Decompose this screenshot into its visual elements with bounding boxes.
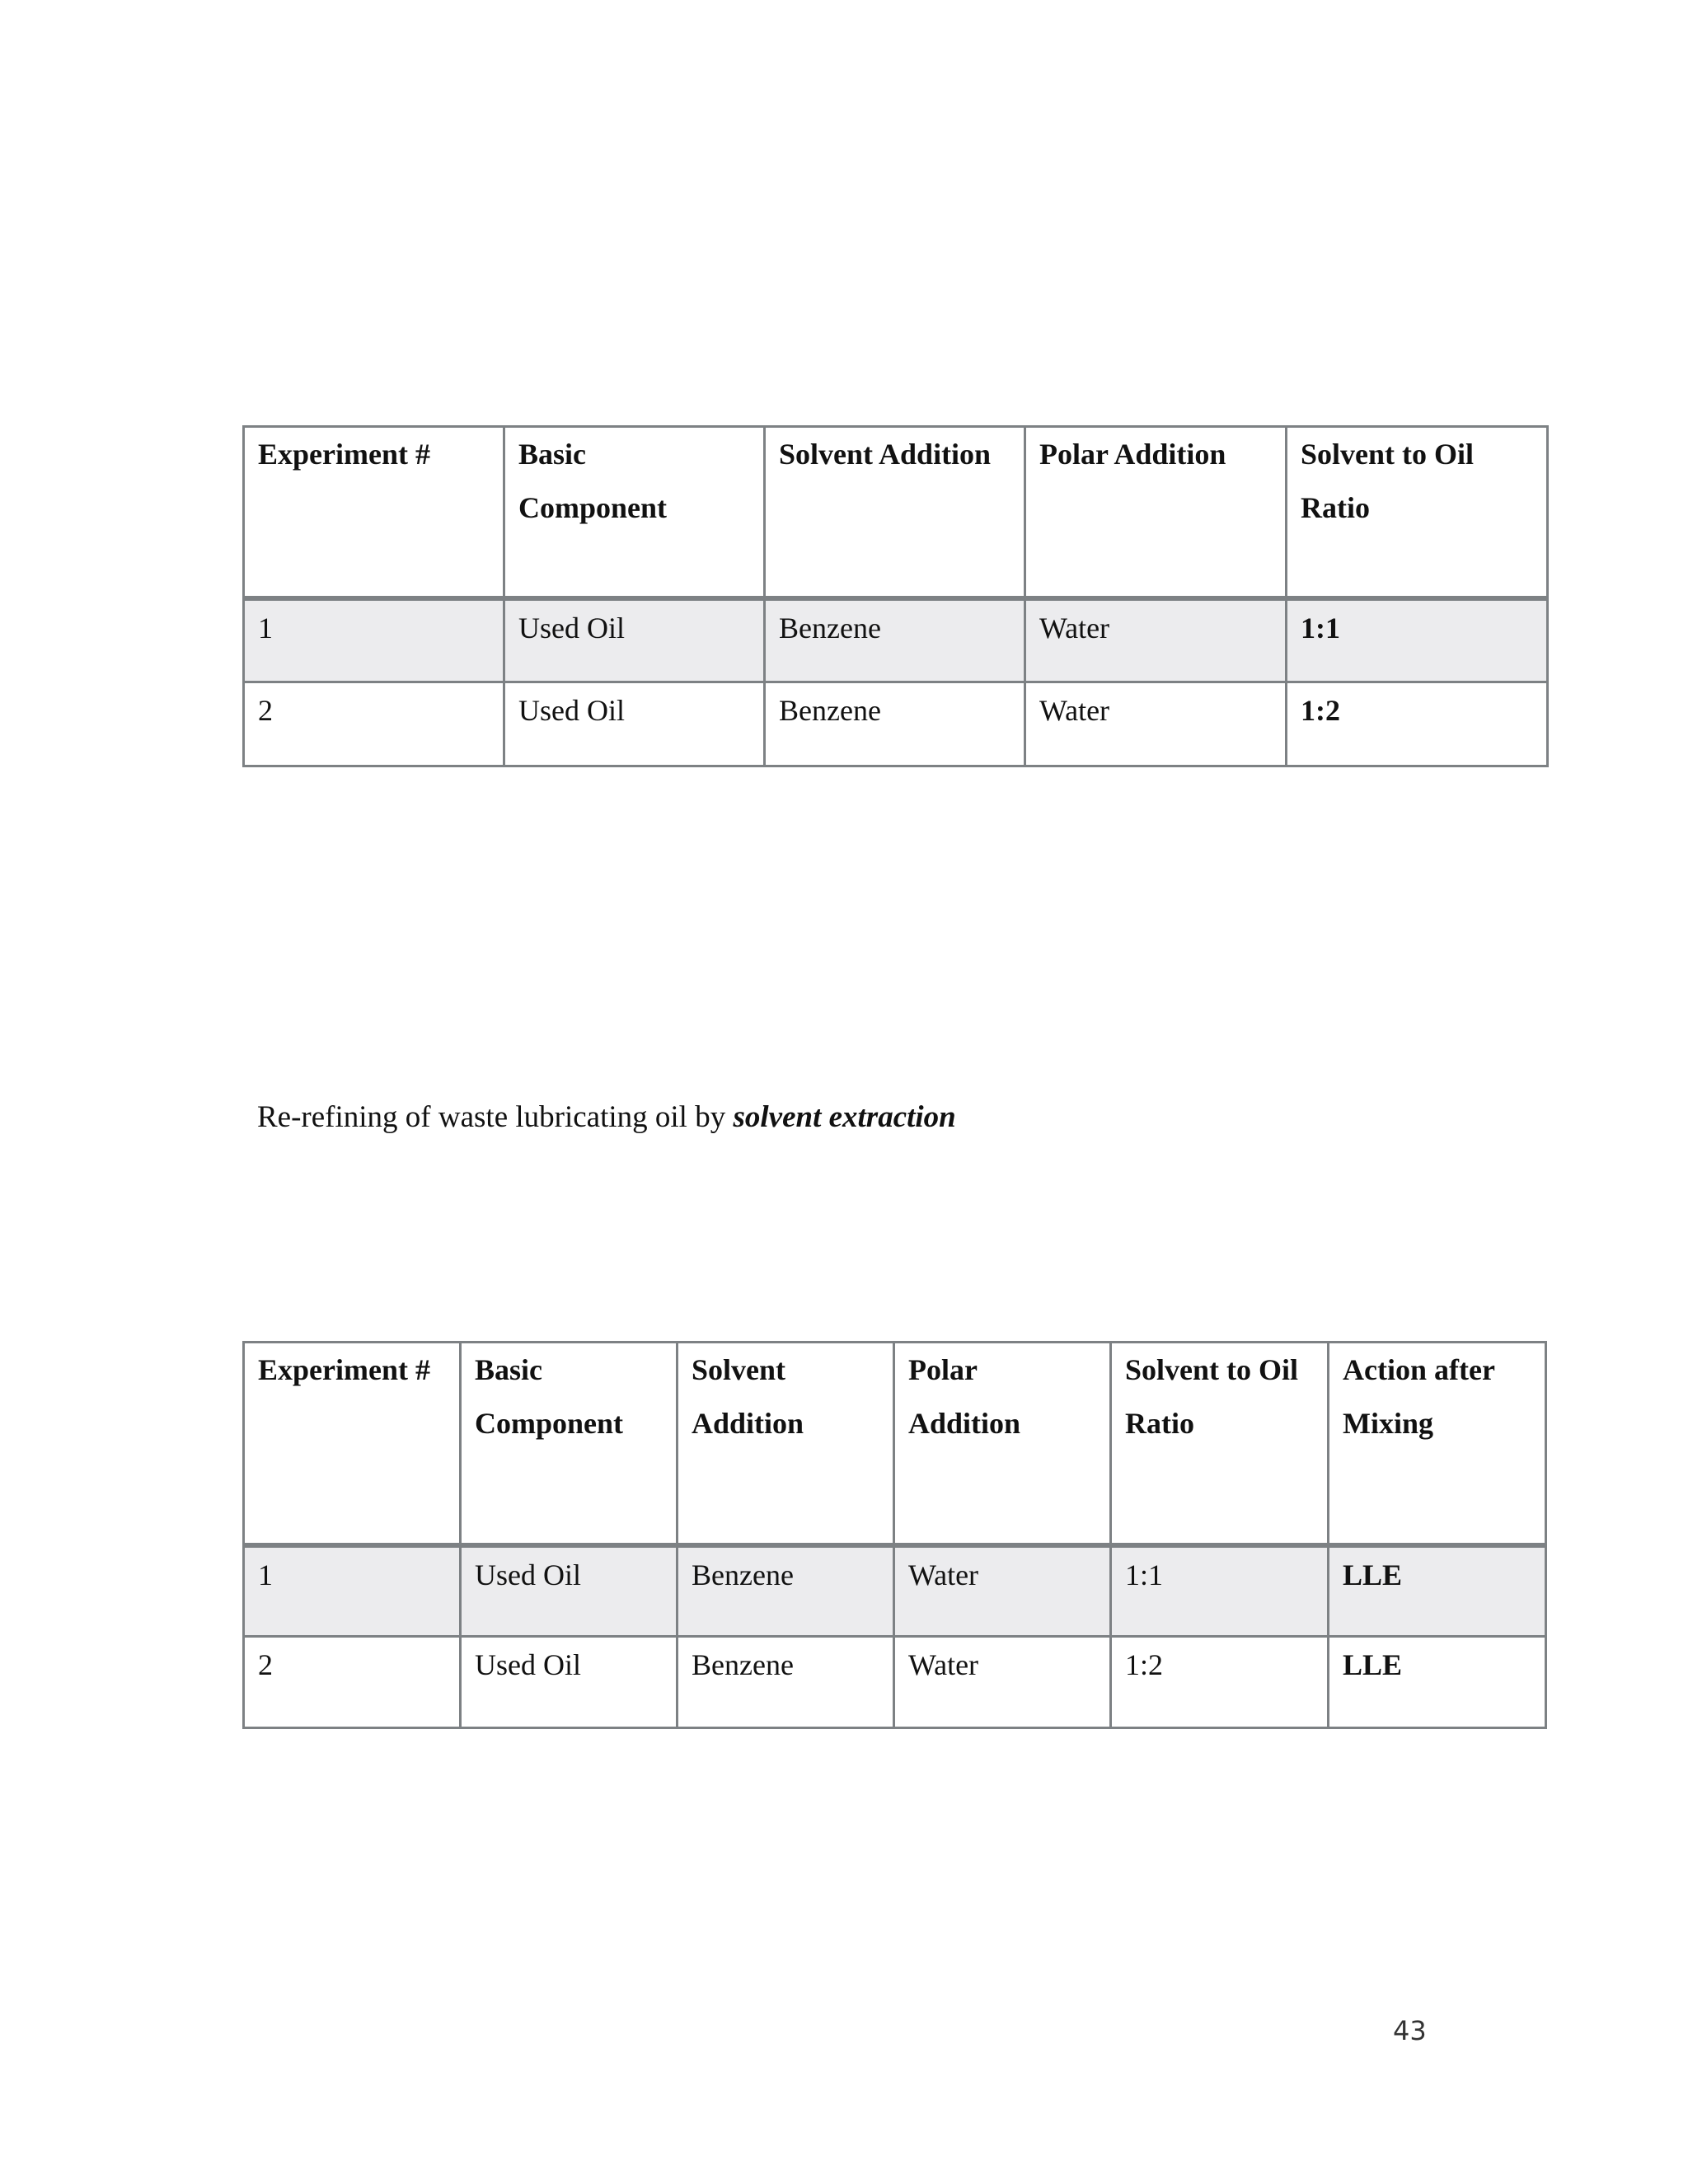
cell-experiment: 1: [244, 1545, 461, 1637]
cell-solvent-addition: Benzene: [765, 598, 1025, 682]
header-experiment-number: Experiment #: [244, 1343, 461, 1545]
cell-ratio: 1:1: [1111, 1545, 1329, 1637]
header-solvent-addition: Solvent Addition: [678, 1343, 894, 1545]
experiment-table-1: [242, 425, 1549, 767]
cell-basic-component: Used Oil: [461, 1545, 678, 1637]
cell-polar-addition: Water: [894, 1637, 1111, 1728]
cell-basic-component: Used Oil: [504, 598, 765, 682]
page-number: 43: [1393, 2015, 1427, 2046]
table-row: [244, 1545, 1546, 1637]
header-polar-addition: Polar Addition: [894, 1343, 1111, 1545]
header-solvent-to-oil-ratio: Solvent to Oil Ratio: [1287, 427, 1548, 598]
cell-action: LLE: [1329, 1637, 1546, 1728]
cell-solvent-addition: Benzene: [678, 1545, 894, 1637]
cell-polar-addition: Water: [1025, 682, 1287, 766]
cell-ratio: 1:2: [1287, 682, 1548, 766]
cell-solvent-addition: Benzene: [678, 1637, 894, 1728]
cell-experiment: 2: [244, 682, 504, 766]
header-basic-component: Basic Component: [504, 427, 765, 598]
cell-solvent-addition: Benzene: [765, 682, 1025, 766]
cell-ratio: 1:2: [1111, 1637, 1329, 1728]
cell-action: LLE: [1329, 1545, 1546, 1637]
cell-polar-addition: Water: [1025, 598, 1287, 682]
cell-experiment: 2: [244, 1637, 461, 1728]
table-header-row: [244, 1343, 1546, 1545]
header-experiment-number: Experiment #: [244, 427, 504, 598]
header-action-after-mixing: Action after Mixing: [1329, 1343, 1546, 1545]
header-basic-component: Basic Component: [461, 1343, 678, 1545]
experiment-table-2: [242, 1341, 1547, 1729]
table-row: [244, 1637, 1546, 1728]
header-solvent-to-oil-ratio: Solvent to Oil Ratio: [1111, 1343, 1329, 1545]
section-caption: [257, 1099, 956, 1136]
table-header-row: [244, 427, 1548, 598]
cell-basic-component: Used Oil: [461, 1637, 678, 1728]
header-solvent-addition: Solvent Addition: [765, 427, 1025, 598]
cell-ratio: 1:1: [1287, 598, 1548, 682]
cell-polar-addition: Water: [894, 1545, 1111, 1637]
table-row: [244, 682, 1548, 766]
caption-text: Re-refining of waste lubricating oil by: [257, 1100, 734, 1134]
cell-basic-component: Used Oil: [504, 682, 765, 766]
cell-experiment: 1: [244, 598, 504, 682]
caption-emphasis: solvent extraction: [733, 1100, 956, 1134]
table-row: [244, 598, 1548, 682]
header-polar-addition: Polar Addition: [1025, 427, 1287, 598]
